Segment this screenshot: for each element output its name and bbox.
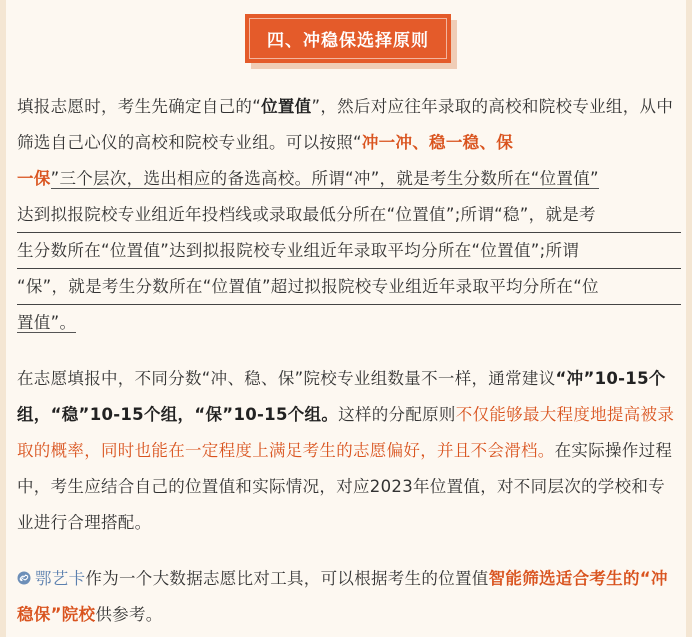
- bold-recommendation: “冲”10-15个组，“稳”10-15个组，“保”10-15个组。: [17, 369, 666, 424]
- text-segment: 在志愿填报中，不同分数“冲、稳、保”院校专业组数量不一样，通常建议: [17, 369, 556, 388]
- text-segment: 业组，从中筛选自己心仪的高校和院校专业组。可以按照“: [17, 97, 674, 152]
- text-segment: 填报志愿时，考生先确定自己的“: [17, 97, 262, 116]
- section-header: [6, 14, 686, 63]
- text-segment: ”，然后对应往年录取的高校和院校专: [311, 97, 590, 116]
- section-title-banner: 四、冲稳保选择原则: [245, 14, 451, 63]
- tool-link[interactable]: 鄂艺卡: [35, 569, 86, 588]
- paragraph-tool: [17, 561, 681, 633]
- underlined-line: 生分数所在“位置值”达到拟报院校专业组近年录取平均分所在“位置值”;所谓: [17, 234, 681, 269]
- underlined-text: 置值”。: [17, 313, 77, 332]
- highlight-feature: 智能筛选适合考生的“冲稳保”院校: [17, 569, 668, 624]
- bold-term-position: 位置值: [261, 97, 312, 116]
- underlined-line: 达到拟报院校专业组近年投档线或录取最低分所在“位置值”;所谓“稳”，就是考: [17, 198, 681, 233]
- highlight-benefit: 不仅能够最大程度地提高被录取的概率，同时也能在一定程度上满足考生的志愿偏好，并且不会滑档。: [17, 405, 675, 460]
- text-segment: 这样的分配原则: [338, 405, 456, 424]
- highlight-strategy: 冲一冲、稳一稳、保: [361, 133, 514, 152]
- text-segment: 供参考。: [95, 605, 163, 624]
- text-segment: 在实际操作过程中，考生应结合自己的位置值和实际情况，对应2023年位置值，对不同层次的学校和专业进行合理搭配。: [17, 441, 673, 532]
- underlined-text: ”三个层次，选出相应的备选高校。所谓“冲”，就是考生分数所在“位置值”: [50, 169, 599, 188]
- text-segment: 作为一个大数据志愿比对工具，可以根据考生的位置值: [85, 569, 489, 588]
- highlight-strategy-end: 一保: [17, 169, 51, 188]
- paragraph-allocation: [17, 361, 681, 541]
- paragraph-principle: [17, 89, 681, 341]
- underlined-line: “保”，就是考生分数所在“位置值”超过拟报院校专业组近年录取平均分所在“位: [17, 270, 681, 305]
- link-icon: [17, 571, 31, 585]
